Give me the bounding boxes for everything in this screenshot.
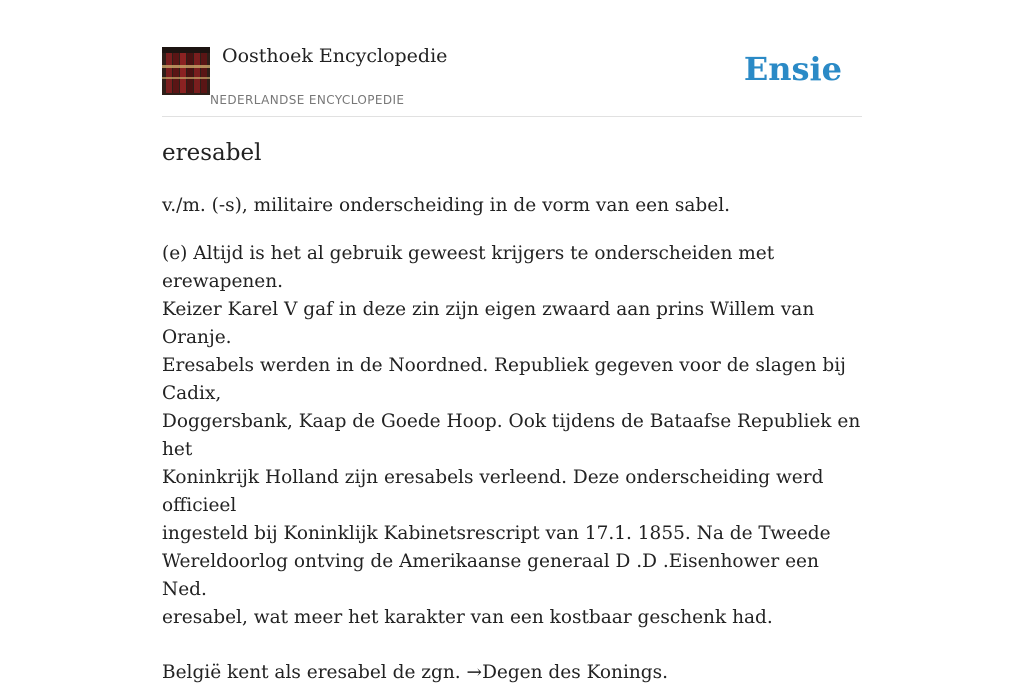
encyclopedia-books-icon[interactable] <box>162 47 210 95</box>
belgie-end: . <box>662 662 669 683</box>
site-subtitle: NEDERLANDSE ENCYCLOPEDIE <box>210 93 405 107</box>
entry-definition: v./m. (-s), militaire onderscheiding in de vorm van een sabel. <box>162 195 730 216</box>
entry-line: Eresabels werden in de Noordned. Republiek gegeven voor de slagen bij Cadix, <box>162 355 846 404</box>
entry-line: ingesteld bij Koninklijk Kabinetsrescript van 17.1. 1855. Na de Tweede <box>162 523 831 544</box>
crossref-label: Degen des Konings <box>482 662 663 683</box>
entry-line-belgie <box>162 659 862 687</box>
entry-line: Doggersbank, Kaap de Goede Hoop. Ook tijdens de Bataafse Republiek en het <box>162 411 861 460</box>
entry-line: eresabel, wat meer het karakter van een kostbaar geschenk had. <box>162 607 773 628</box>
entry-line: Keizer Karel V gaf in deze zin zijn eigen zwaard aan prins Willem van Oranje. <box>162 299 815 348</box>
site-header <box>162 0 862 117</box>
belgie-text: België kent als eresabel de zgn. <box>162 662 467 683</box>
entry-line: Koninkrijk Holland zijn eresabels verleend. Deze onderscheiding werd officieel <box>162 467 824 516</box>
entry-line: Wereldoorlog ontving de Amerikaanse generaal D .D .Eisenhower een Ned. <box>162 551 819 600</box>
entry-title: eresabel <box>162 140 262 166</box>
crossref-link[interactable] <box>467 662 663 683</box>
entry-line: (e) Altijd is het al gebruik geweest krijgers te onderscheiden met erewapenen. <box>162 243 775 292</box>
brand-logo-link[interactable]: Ensie <box>743 50 842 88</box>
paragraph-gap <box>162 632 862 659</box>
crossref-arrow-icon: → <box>466 662 483 683</box>
page-container <box>162 0 862 683</box>
site-name[interactable]: Oosthoek Encyclopedie <box>222 45 448 67</box>
entry-body <box>162 240 862 687</box>
